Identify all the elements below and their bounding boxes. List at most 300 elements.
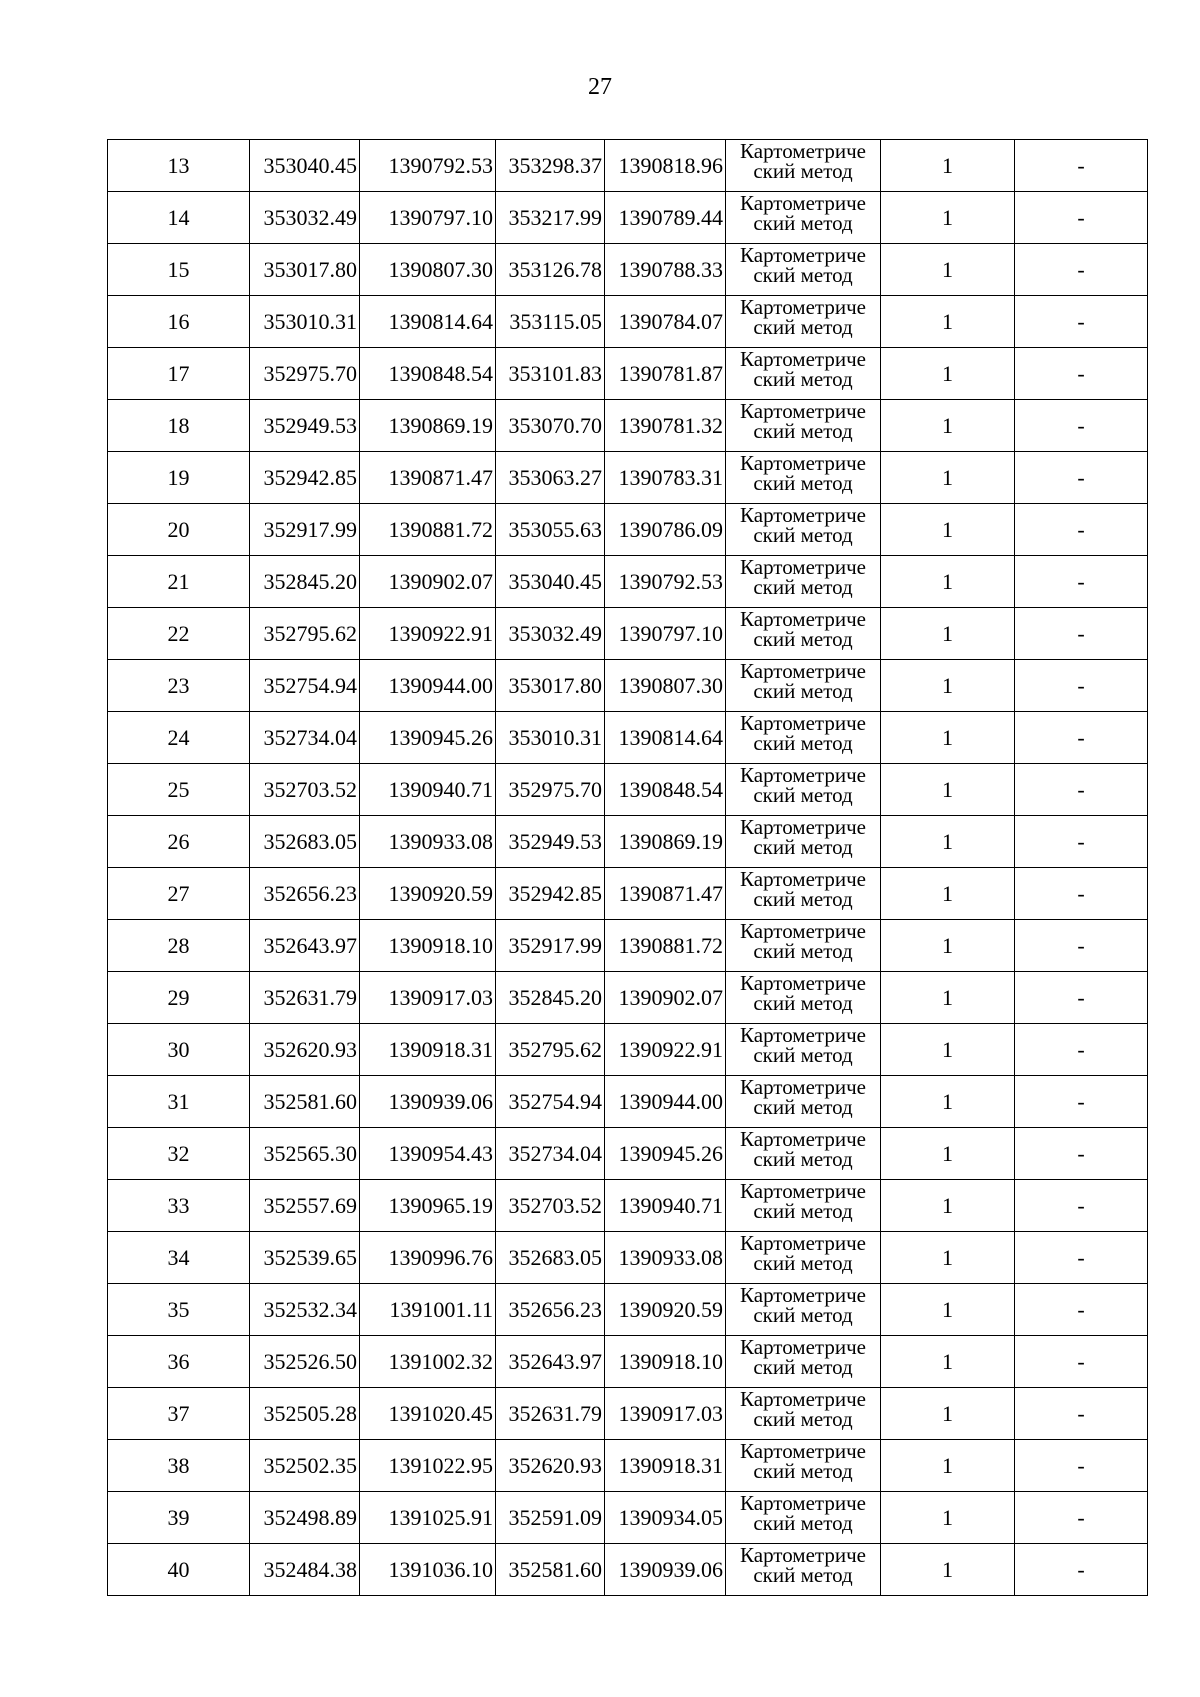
accuracy-cell: 1 [881,868,1015,920]
y2-coordinate-cell: 1390944.00 [605,1076,726,1128]
method-cell [726,920,881,972]
x1-coordinate-cell: 352565.30 [250,1128,360,1180]
accuracy-cell: 1 [881,1492,1015,1544]
method-line-2: ский метод [753,1563,853,1587]
y1-coordinate-cell: 1390944.00 [360,660,496,712]
method-line-1: Картометриче [740,1543,866,1567]
method-cell [726,400,881,452]
x1-coordinate-cell: 352975.70 [250,348,360,400]
table-row [108,972,1148,1024]
method-line-2: ский метод [753,367,853,391]
y1-coordinate-cell: 1391036.10 [360,1544,496,1596]
accuracy-cell: 1 [881,1544,1015,1596]
x2-coordinate-cell: 353040.45 [496,556,605,608]
table-row [108,1492,1148,1544]
method-line-2: ский метод [753,263,853,287]
y2-coordinate-cell: 1390783.31 [605,452,726,504]
method-line-2: ский метод [753,419,853,443]
note-cell: - [1015,1024,1148,1076]
accuracy-cell: 1 [881,1180,1015,1232]
method-cell [726,1284,881,1336]
x1-coordinate-cell: 352502.35 [250,1440,360,1492]
method-line-2: ский метод [753,1355,853,1379]
x2-coordinate-cell: 352581.60 [496,1544,605,1596]
method-line-1: Картометриче [740,1075,866,1099]
x1-coordinate-cell: 352581.60 [250,1076,360,1128]
x2-coordinate-cell: 353101.83 [496,348,605,400]
accuracy-cell: 1 [881,452,1015,504]
x2-coordinate-cell: 353126.78 [496,244,605,296]
y2-coordinate-cell: 1390786.09 [605,504,726,556]
method-line-1: Картометриче [740,607,866,631]
y1-coordinate-cell: 1390996.76 [360,1232,496,1284]
x2-coordinate-cell: 352683.05 [496,1232,605,1284]
accuracy-cell: 1 [881,1232,1015,1284]
x2-coordinate-cell: 352754.94 [496,1076,605,1128]
method-line-2: ский метод [753,1303,853,1327]
point-number-cell: 18 [108,400,250,452]
accuracy-cell: 1 [881,816,1015,868]
y1-coordinate-cell: 1390965.19 [360,1180,496,1232]
accuracy-cell: 1 [881,348,1015,400]
table-row [108,192,1148,244]
method-line-2: ский метод [753,991,853,1015]
method-cell [726,1180,881,1232]
x2-coordinate-cell: 352591.09 [496,1492,605,1544]
x2-coordinate-cell: 352734.04 [496,1128,605,1180]
table-row [108,660,1148,712]
method-line-2: ский метод [753,835,853,859]
point-number-cell: 31 [108,1076,250,1128]
x1-coordinate-cell: 353032.49 [250,192,360,244]
point-number-cell: 34 [108,1232,250,1284]
table-row [108,1284,1148,1336]
point-number-cell: 28 [108,920,250,972]
table-row [108,764,1148,816]
method-line-2: ский метод [753,679,853,703]
x2-coordinate-cell: 352631.79 [496,1388,605,1440]
x2-coordinate-cell: 352703.52 [496,1180,605,1232]
x2-coordinate-cell: 352656.23 [496,1284,605,1336]
table-row [108,1544,1148,1596]
y1-coordinate-cell: 1390881.72 [360,504,496,556]
y2-coordinate-cell: 1390871.47 [605,868,726,920]
note-cell: - [1015,608,1148,660]
x2-coordinate-cell: 352643.97 [496,1336,605,1388]
point-number-cell: 24 [108,712,250,764]
method-line-2: ский метод [753,159,853,183]
point-number-cell: 25 [108,764,250,816]
method-line-1: Картометриче [740,1491,866,1515]
x2-coordinate-cell: 353055.63 [496,504,605,556]
x2-coordinate-cell: 352949.53 [496,816,605,868]
x2-coordinate-cell: 352795.62 [496,1024,605,1076]
method-cell [726,712,881,764]
table-row [108,296,1148,348]
accuracy-cell: 1 [881,920,1015,972]
x1-coordinate-cell: 352942.85 [250,452,360,504]
method-cell [726,556,881,608]
method-line-1: Картометриче [740,867,866,891]
table-row [108,452,1148,504]
method-line-1: Картометриче [740,1283,866,1307]
x2-coordinate-cell: 353017.80 [496,660,605,712]
note-cell: - [1015,1492,1148,1544]
point-number-cell: 21 [108,556,250,608]
x2-coordinate-cell: 352917.99 [496,920,605,972]
method-line-1: Картометриче [740,243,866,267]
method-cell [726,1492,881,1544]
accuracy-cell: 1 [881,972,1015,1024]
y1-coordinate-cell: 1390918.31 [360,1024,496,1076]
table-row [108,1076,1148,1128]
y1-coordinate-cell: 1391002.32 [360,1336,496,1388]
method-line-1: Картометриче [740,1387,866,1411]
y1-coordinate-cell: 1390869.19 [360,400,496,452]
point-number-cell: 30 [108,1024,250,1076]
x1-coordinate-cell: 353010.31 [250,296,360,348]
table-row [108,816,1148,868]
method-line-1: Картометриче [740,347,866,371]
y2-coordinate-cell: 1390918.10 [605,1336,726,1388]
x1-coordinate-cell: 352917.99 [250,504,360,556]
table-row [108,140,1148,192]
point-number-cell: 40 [108,1544,250,1596]
accuracy-cell: 1 [881,608,1015,660]
note-cell: - [1015,192,1148,244]
point-number-cell: 37 [108,1388,250,1440]
table-row [108,1232,1148,1284]
note-cell: - [1015,660,1148,712]
point-number-cell: 20 [108,504,250,556]
point-number-cell: 15 [108,244,250,296]
method-cell [726,608,881,660]
table-row [108,920,1148,972]
x1-coordinate-cell: 352505.28 [250,1388,360,1440]
point-number-cell: 38 [108,1440,250,1492]
method-line-1: Картометриче [740,1179,866,1203]
y2-coordinate-cell: 1390934.05 [605,1492,726,1544]
y2-coordinate-cell: 1390881.72 [605,920,726,972]
y1-coordinate-cell: 1390945.26 [360,712,496,764]
y2-coordinate-cell: 1390781.32 [605,400,726,452]
note-cell: - [1015,140,1148,192]
accuracy-cell: 1 [881,504,1015,556]
note-cell: - [1015,1544,1148,1596]
point-number-cell: 27 [108,868,250,920]
note-cell: - [1015,1076,1148,1128]
table-row [108,400,1148,452]
table-row [108,712,1148,764]
x1-coordinate-cell: 352557.69 [250,1180,360,1232]
accuracy-cell: 1 [881,660,1015,712]
x1-coordinate-cell: 353017.80 [250,244,360,296]
method-line-1: Картометриче [740,399,866,423]
x1-coordinate-cell: 353040.45 [250,140,360,192]
x1-coordinate-cell: 352656.23 [250,868,360,920]
x2-coordinate-cell: 352975.70 [496,764,605,816]
method-line-1: Картометриче [740,139,866,163]
accuracy-cell: 1 [881,1284,1015,1336]
note-cell: - [1015,244,1148,296]
method-cell [726,192,881,244]
point-number-cell: 19 [108,452,250,504]
method-line-1: Картометриче [740,1439,866,1463]
method-cell [726,816,881,868]
method-cell [726,1128,881,1180]
y2-coordinate-cell: 1390818.96 [605,140,726,192]
y2-coordinate-cell: 1390814.64 [605,712,726,764]
method-line-1: Картометриче [740,295,866,319]
y2-coordinate-cell: 1390918.31 [605,1440,726,1492]
point-number-cell: 17 [108,348,250,400]
method-line-2: ский метод [753,1511,853,1535]
x1-coordinate-cell: 352795.62 [250,608,360,660]
x1-coordinate-cell: 352526.50 [250,1336,360,1388]
accuracy-cell: 1 [881,764,1015,816]
method-cell [726,868,881,920]
method-cell [726,1076,881,1128]
table-row [108,556,1148,608]
note-cell: - [1015,1336,1148,1388]
x2-coordinate-cell: 352845.20 [496,972,605,1024]
method-cell [726,972,881,1024]
note-cell: - [1015,348,1148,400]
accuracy-cell: 1 [881,296,1015,348]
method-line-2: ский метод [753,471,853,495]
method-line-2: ский метод [753,1251,853,1275]
note-cell: - [1015,556,1148,608]
x1-coordinate-cell: 352484.38 [250,1544,360,1596]
method-cell [726,1232,881,1284]
coordinates-table-body [108,140,1148,1596]
accuracy-cell: 1 [881,244,1015,296]
method-line-2: ский метод [753,783,853,807]
note-cell: - [1015,504,1148,556]
point-number-cell: 32 [108,1128,250,1180]
method-line-2: ский метод [753,731,853,755]
point-number-cell: 16 [108,296,250,348]
note-cell: - [1015,712,1148,764]
accuracy-cell: 1 [881,1076,1015,1128]
y2-coordinate-cell: 1390807.30 [605,660,726,712]
x2-coordinate-cell: 353010.31 [496,712,605,764]
note-cell: - [1015,452,1148,504]
point-number-cell: 13 [108,140,250,192]
method-line-2: ский метод [753,1199,853,1223]
note-cell: - [1015,920,1148,972]
method-line-2: ский метод [753,1095,853,1119]
x1-coordinate-cell: 352703.52 [250,764,360,816]
note-cell: - [1015,764,1148,816]
y1-coordinate-cell: 1390814.64 [360,296,496,348]
method-cell [726,1544,881,1596]
method-cell [726,296,881,348]
point-number-cell: 14 [108,192,250,244]
method-line-2: ский метод [753,1147,853,1171]
y2-coordinate-cell: 1390945.26 [605,1128,726,1180]
note-cell: - [1015,296,1148,348]
method-cell [726,348,881,400]
x1-coordinate-cell: 352620.93 [250,1024,360,1076]
note-cell: - [1015,1232,1148,1284]
y1-coordinate-cell: 1390939.06 [360,1076,496,1128]
y1-coordinate-cell: 1390918.10 [360,920,496,972]
accuracy-cell: 1 [881,556,1015,608]
x1-coordinate-cell: 352532.34 [250,1284,360,1336]
method-line-2: ский метод [753,575,853,599]
point-number-cell: 35 [108,1284,250,1336]
method-cell [726,1388,881,1440]
y1-coordinate-cell: 1390917.03 [360,972,496,1024]
table-row [108,1180,1148,1232]
x1-coordinate-cell: 352734.04 [250,712,360,764]
x1-coordinate-cell: 352498.89 [250,1492,360,1544]
x1-coordinate-cell: 352643.97 [250,920,360,972]
method-line-2: ский метод [753,1459,853,1483]
method-line-2: ский метод [753,627,853,651]
note-cell: - [1015,400,1148,452]
method-line-1: Картометриче [740,711,866,735]
accuracy-cell: 1 [881,712,1015,764]
x1-coordinate-cell: 352683.05 [250,816,360,868]
x2-coordinate-cell: 353070.70 [496,400,605,452]
accuracy-cell: 1 [881,192,1015,244]
table-row [108,1336,1148,1388]
table-row [108,244,1148,296]
x2-coordinate-cell: 353063.27 [496,452,605,504]
x2-coordinate-cell: 353298.37 [496,140,605,192]
table-row [108,504,1148,556]
y2-coordinate-cell: 1390902.07 [605,972,726,1024]
method-line-1: Картометриче [740,191,866,215]
method-line-1: Картометриче [740,555,866,579]
x1-coordinate-cell: 352949.53 [250,400,360,452]
method-cell [726,244,881,296]
table-row [108,1128,1148,1180]
y1-coordinate-cell: 1390933.08 [360,816,496,868]
table-row [108,608,1148,660]
method-cell [726,140,881,192]
method-line-1: Картометриче [740,763,866,787]
note-cell: - [1015,1284,1148,1336]
accuracy-cell: 1 [881,1024,1015,1076]
point-number-cell: 26 [108,816,250,868]
accuracy-cell: 1 [881,1388,1015,1440]
method-cell [726,1440,881,1492]
x2-coordinate-cell: 352942.85 [496,868,605,920]
y2-coordinate-cell: 1390869.19 [605,816,726,868]
y1-coordinate-cell: 1390902.07 [360,556,496,608]
point-number-cell: 22 [108,608,250,660]
table-row [108,868,1148,920]
method-line-1: Картометриче [740,919,866,943]
y1-coordinate-cell: 1390920.59 [360,868,496,920]
y1-coordinate-cell: 1391001.11 [360,1284,496,1336]
method-line-2: ский метод [753,315,853,339]
y2-coordinate-cell: 1390784.07 [605,296,726,348]
x1-coordinate-cell: 352539.65 [250,1232,360,1284]
method-cell [726,764,881,816]
method-line-1: Картометриче [740,503,866,527]
table-row [108,348,1148,400]
table-row [108,1440,1148,1492]
method-line-1: Картометриче [740,1231,866,1255]
accuracy-cell: 1 [881,1440,1015,1492]
method-line-1: Картометриче [740,815,866,839]
y2-coordinate-cell: 1390920.59 [605,1284,726,1336]
method-cell [726,1024,881,1076]
accuracy-cell: 1 [881,400,1015,452]
method-line-2: ский метод [753,939,853,963]
note-cell: - [1015,1440,1148,1492]
method-line-1: Картометриче [740,1335,866,1359]
note-cell: - [1015,816,1148,868]
x1-coordinate-cell: 352845.20 [250,556,360,608]
method-cell [726,1336,881,1388]
method-line-2: ский метод [753,523,853,547]
y2-coordinate-cell: 1390933.08 [605,1232,726,1284]
y1-coordinate-cell: 1390871.47 [360,452,496,504]
method-cell [726,504,881,556]
accuracy-cell: 1 [881,1336,1015,1388]
method-line-2: ский метод [753,211,853,235]
y1-coordinate-cell: 1391022.95 [360,1440,496,1492]
y1-coordinate-cell: 1390848.54 [360,348,496,400]
y2-coordinate-cell: 1390781.87 [605,348,726,400]
y1-coordinate-cell: 1390940.71 [360,764,496,816]
method-line-1: Картометриче [740,971,866,995]
y1-coordinate-cell: 1390954.43 [360,1128,496,1180]
method-line-2: ский метод [753,1043,853,1067]
point-number-cell: 36 [108,1336,250,1388]
y1-coordinate-cell: 1390922.91 [360,608,496,660]
coordinates-table [107,139,1148,1596]
table-row [108,1024,1148,1076]
y1-coordinate-cell: 1391025.91 [360,1492,496,1544]
y2-coordinate-cell: 1390789.44 [605,192,726,244]
y2-coordinate-cell: 1390922.91 [605,1024,726,1076]
method-line-1: Картометриче [740,1023,866,1047]
page-number: 27 [588,74,612,100]
y2-coordinate-cell: 1390797.10 [605,608,726,660]
y1-coordinate-cell: 1391020.45 [360,1388,496,1440]
note-cell: - [1015,1180,1148,1232]
method-line-2: ский метод [753,887,853,911]
y2-coordinate-cell: 1390788.33 [605,244,726,296]
point-number-cell: 29 [108,972,250,1024]
note-cell: - [1015,1388,1148,1440]
point-number-cell: 39 [108,1492,250,1544]
y2-coordinate-cell: 1390940.71 [605,1180,726,1232]
method-cell [726,452,881,504]
point-number-cell: 33 [108,1180,250,1232]
x2-coordinate-cell: 352620.93 [496,1440,605,1492]
y2-coordinate-cell: 1390917.03 [605,1388,726,1440]
note-cell: - [1015,868,1148,920]
x1-coordinate-cell: 352631.79 [250,972,360,1024]
point-number-cell: 23 [108,660,250,712]
method-line-2: ский метод [753,1407,853,1431]
x1-coordinate-cell: 352754.94 [250,660,360,712]
y2-coordinate-cell: 1390848.54 [605,764,726,816]
y1-coordinate-cell: 1390807.30 [360,244,496,296]
method-line-1: Картометриче [740,451,866,475]
y1-coordinate-cell: 1390797.10 [360,192,496,244]
method-cell [726,660,881,712]
note-cell: - [1015,1128,1148,1180]
y2-coordinate-cell: 1390939.06 [605,1544,726,1596]
